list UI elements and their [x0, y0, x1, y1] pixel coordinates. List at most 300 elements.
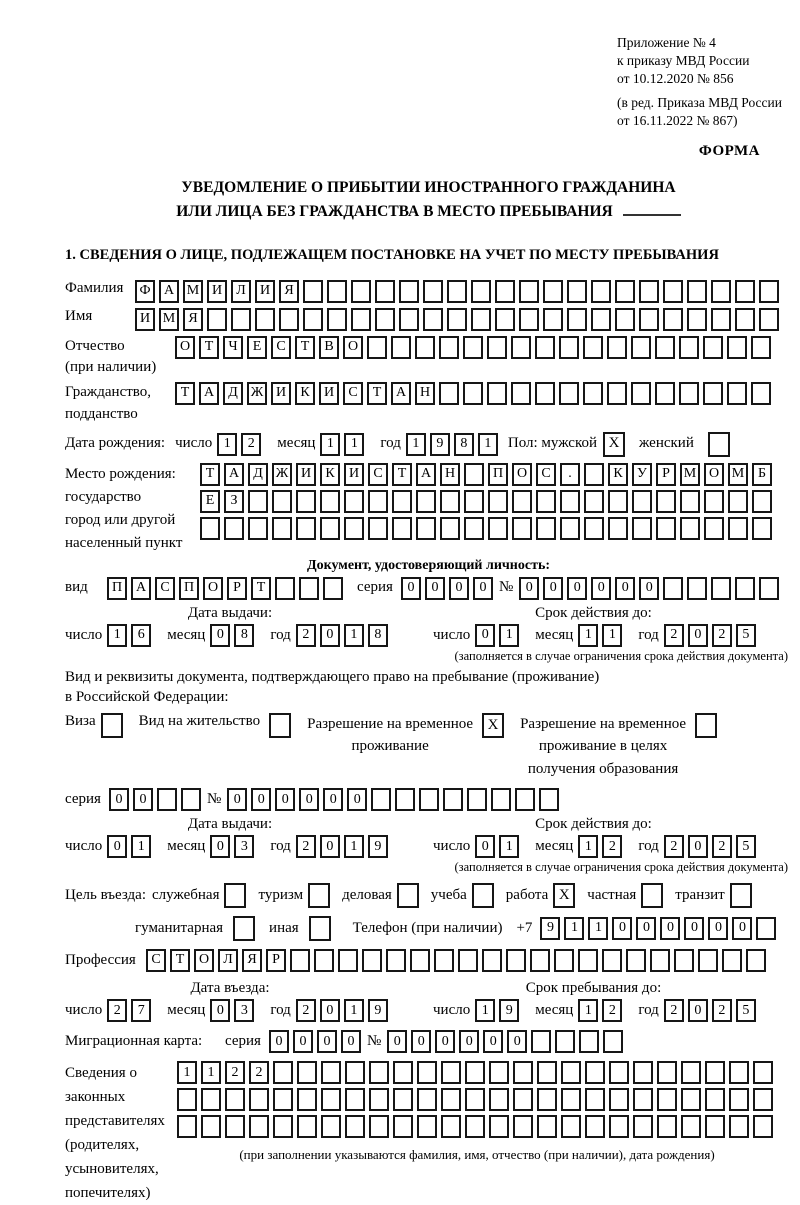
char-box[interactable]: [681, 1088, 701, 1111]
char-box[interactable]: М: [728, 463, 748, 486]
char-box[interactable]: [729, 1088, 749, 1111]
char-box[interactable]: 8: [454, 433, 474, 456]
char-box[interactable]: [585, 1115, 605, 1138]
char-box[interactable]: [441, 1115, 461, 1138]
char-box[interactable]: [608, 517, 628, 540]
char-box[interactable]: Т: [170, 949, 190, 972]
char-box[interactable]: Я: [279, 280, 299, 303]
char-box[interactable]: 0: [507, 1030, 527, 1053]
char-box[interactable]: [489, 1061, 509, 1084]
char-box[interactable]: [583, 382, 603, 405]
char-box[interactable]: [344, 517, 364, 540]
char-box[interactable]: 0: [347, 788, 367, 811]
char-box[interactable]: 1: [320, 433, 340, 456]
char-box[interactable]: [441, 1061, 461, 1084]
char-box[interactable]: [609, 1115, 629, 1138]
char-box[interactable]: [410, 949, 430, 972]
char-box[interactable]: 1: [499, 624, 519, 647]
char-box[interactable]: [585, 1061, 605, 1084]
char-box[interactable]: 0: [519, 577, 539, 600]
char-box[interactable]: [687, 308, 707, 331]
char-box[interactable]: [536, 517, 556, 540]
char-box[interactable]: [656, 490, 676, 513]
char-box[interactable]: Ж: [247, 382, 267, 405]
char-box[interactable]: [297, 1061, 317, 1084]
char-box[interactable]: А: [159, 280, 179, 303]
char-box[interactable]: 0: [639, 577, 659, 600]
char-box[interactable]: 9: [368, 835, 388, 858]
char-box[interactable]: 0: [459, 1030, 479, 1053]
char-box[interactable]: Д: [223, 382, 243, 405]
char-box[interactable]: [321, 1088, 341, 1111]
char-box[interactable]: [752, 490, 772, 513]
char-box[interactable]: 0: [299, 788, 319, 811]
char-box[interactable]: 0: [732, 917, 752, 940]
residence-permit-checkbox[interactable]: [269, 713, 291, 738]
char-box[interactable]: [753, 1088, 773, 1111]
char-box[interactable]: 0: [227, 788, 247, 811]
char-box[interactable]: [615, 308, 635, 331]
char-box[interactable]: [753, 1061, 773, 1084]
char-box[interactable]: 0: [475, 835, 495, 858]
char-box[interactable]: [561, 1061, 581, 1084]
char-box[interactable]: [440, 517, 460, 540]
char-box[interactable]: [439, 336, 459, 359]
char-box[interactable]: [447, 308, 467, 331]
char-box[interactable]: [735, 577, 755, 600]
char-box[interactable]: [687, 280, 707, 303]
char-box[interactable]: [705, 1088, 725, 1111]
char-box[interactable]: [321, 1115, 341, 1138]
char-box[interactable]: [423, 308, 443, 331]
char-box[interactable]: [488, 490, 508, 513]
char-box[interactable]: [296, 517, 316, 540]
char-box[interactable]: И: [271, 382, 291, 405]
char-box[interactable]: [633, 1061, 653, 1084]
char-box[interactable]: [463, 382, 483, 405]
char-box[interactable]: [631, 336, 651, 359]
char-box[interactable]: [393, 1088, 413, 1111]
char-box[interactable]: 1: [578, 624, 598, 647]
char-box[interactable]: [181, 788, 201, 811]
char-box[interactable]: .: [560, 463, 580, 486]
char-box[interactable]: [272, 517, 292, 540]
char-box[interactable]: 6: [131, 624, 151, 647]
char-box[interactable]: [561, 1115, 581, 1138]
char-box[interactable]: [609, 1061, 629, 1084]
char-box[interactable]: 0: [688, 999, 708, 1022]
char-box[interactable]: [543, 308, 563, 331]
char-box[interactable]: [626, 949, 646, 972]
char-box[interactable]: 3: [234, 999, 254, 1022]
char-box[interactable]: [711, 308, 731, 331]
char-box[interactable]: [705, 1061, 725, 1084]
char-box[interactable]: [679, 382, 699, 405]
char-box[interactable]: 5: [736, 999, 756, 1022]
char-box[interactable]: А: [224, 463, 244, 486]
char-box[interactable]: 0: [323, 788, 343, 811]
char-box[interactable]: [756, 917, 776, 940]
char-box[interactable]: [249, 1088, 269, 1111]
char-box[interactable]: [506, 949, 526, 972]
char-box[interactable]: 0: [387, 1030, 407, 1053]
char-box[interactable]: 0: [275, 788, 295, 811]
char-box[interactable]: [531, 1030, 551, 1053]
char-box[interactable]: С: [536, 463, 556, 486]
char-box[interactable]: [567, 280, 587, 303]
char-box[interactable]: [303, 280, 323, 303]
char-box[interactable]: [513, 1115, 533, 1138]
char-box[interactable]: [560, 517, 580, 540]
char-box[interactable]: 0: [473, 577, 493, 600]
char-box[interactable]: И: [319, 382, 339, 405]
char-box[interactable]: [248, 490, 268, 513]
char-box[interactable]: [698, 949, 718, 972]
char-box[interactable]: К: [320, 463, 340, 486]
char-box[interactable]: 2: [249, 1061, 269, 1084]
char-box[interactable]: [559, 336, 579, 359]
char-box[interactable]: [489, 1115, 509, 1138]
char-box[interactable]: [440, 490, 460, 513]
char-box[interactable]: 1: [217, 433, 237, 456]
char-box[interactable]: [416, 490, 436, 513]
char-box[interactable]: П: [488, 463, 508, 486]
char-box[interactable]: [368, 517, 388, 540]
char-box[interactable]: [303, 308, 323, 331]
char-box[interactable]: 2: [664, 835, 684, 858]
char-box[interactable]: 1: [131, 835, 151, 858]
char-box[interactable]: [327, 280, 347, 303]
char-box[interactable]: [515, 788, 535, 811]
char-box[interactable]: [392, 490, 412, 513]
char-box[interactable]: [321, 1061, 341, 1084]
char-box[interactable]: [248, 517, 268, 540]
char-box[interactable]: [584, 463, 604, 486]
char-box[interactable]: 1: [602, 624, 622, 647]
char-box[interactable]: О: [175, 336, 195, 359]
char-box[interactable]: 0: [708, 917, 728, 940]
char-box[interactable]: [537, 1115, 557, 1138]
char-box[interactable]: Ж: [272, 463, 292, 486]
char-box[interactable]: [417, 1061, 437, 1084]
char-box[interactable]: [399, 280, 419, 303]
char-box[interactable]: [323, 577, 343, 600]
char-box[interactable]: [225, 1088, 245, 1111]
char-box[interactable]: 7: [131, 999, 151, 1022]
char-box[interactable]: [655, 382, 675, 405]
char-box[interactable]: [393, 1061, 413, 1084]
char-box[interactable]: [225, 1115, 245, 1138]
char-box[interactable]: [536, 490, 556, 513]
char-box[interactable]: [608, 490, 628, 513]
char-box[interactable]: [299, 577, 319, 600]
char-box[interactable]: [320, 490, 340, 513]
char-box[interactable]: М: [183, 280, 203, 303]
char-box[interactable]: С: [343, 382, 363, 405]
char-box[interactable]: 9: [430, 433, 450, 456]
char-box[interactable]: К: [295, 382, 315, 405]
char-box[interactable]: Т: [199, 336, 219, 359]
char-box[interactable]: [249, 1115, 269, 1138]
char-box[interactable]: [728, 490, 748, 513]
char-box[interactable]: [703, 336, 723, 359]
char-box[interactable]: [615, 280, 635, 303]
char-box[interactable]: 0: [341, 1030, 361, 1053]
char-box[interactable]: [519, 308, 539, 331]
char-box[interactable]: [609, 1088, 629, 1111]
char-box[interactable]: [602, 949, 622, 972]
char-box[interactable]: 2: [602, 999, 622, 1022]
char-box[interactable]: [177, 1115, 197, 1138]
char-box[interactable]: 0: [251, 788, 271, 811]
char-box[interactable]: [650, 949, 670, 972]
char-box[interactable]: [681, 1115, 701, 1138]
char-box[interactable]: 0: [269, 1030, 289, 1053]
char-box[interactable]: П: [179, 577, 199, 600]
char-box[interactable]: [417, 1115, 437, 1138]
char-box[interactable]: 1: [578, 835, 598, 858]
char-box[interactable]: [513, 1088, 533, 1111]
char-box[interactable]: [559, 382, 579, 405]
char-box[interactable]: 1: [344, 433, 364, 456]
char-box[interactable]: [201, 1115, 221, 1138]
char-box[interactable]: [567, 308, 587, 331]
char-box[interactable]: А: [199, 382, 219, 405]
char-box[interactable]: 1: [406, 433, 426, 456]
char-box[interactable]: [663, 577, 683, 600]
purpose-other-checkbox[interactable]: [309, 916, 331, 941]
char-box[interactable]: [751, 382, 771, 405]
char-box[interactable]: [392, 517, 412, 540]
char-box[interactable]: [513, 1061, 533, 1084]
char-box[interactable]: К: [608, 463, 628, 486]
char-box[interactable]: [583, 336, 603, 359]
char-box[interactable]: 0: [210, 999, 230, 1022]
char-box[interactable]: 0: [133, 788, 153, 811]
char-box[interactable]: 0: [684, 917, 704, 940]
char-box[interactable]: [537, 1061, 557, 1084]
char-box[interactable]: [535, 336, 555, 359]
char-box[interactable]: Л: [231, 280, 251, 303]
char-box[interactable]: И: [296, 463, 316, 486]
char-box[interactable]: [465, 1088, 485, 1111]
char-box[interactable]: С: [146, 949, 166, 972]
char-box[interactable]: [687, 577, 707, 600]
char-box[interactable]: [539, 788, 559, 811]
char-box[interactable]: [512, 490, 532, 513]
female-checkbox[interactable]: [708, 432, 730, 457]
char-box[interactable]: [417, 1088, 437, 1111]
char-box[interactable]: [631, 382, 651, 405]
temp-residence-education-checkbox[interactable]: [695, 713, 717, 738]
char-box[interactable]: [443, 788, 463, 811]
char-box[interactable]: [296, 490, 316, 513]
char-box[interactable]: [656, 517, 676, 540]
char-box[interactable]: [391, 336, 411, 359]
char-box[interactable]: Н: [440, 463, 460, 486]
char-box[interactable]: 0: [320, 835, 340, 858]
char-box[interactable]: [375, 308, 395, 331]
purpose-transit-checkbox[interactable]: [730, 883, 752, 908]
char-box[interactable]: 1: [177, 1061, 197, 1084]
char-box[interactable]: [338, 949, 358, 972]
char-box[interactable]: 0: [660, 917, 680, 940]
char-box[interactable]: [663, 280, 683, 303]
char-box[interactable]: Е: [247, 336, 267, 359]
char-box[interactable]: [495, 308, 515, 331]
char-box[interactable]: [482, 949, 502, 972]
char-box[interactable]: О: [194, 949, 214, 972]
char-box[interactable]: [591, 308, 611, 331]
char-box[interactable]: Д: [248, 463, 268, 486]
char-box[interactable]: [344, 490, 364, 513]
char-box[interactable]: [537, 1088, 557, 1111]
char-box[interactable]: [224, 517, 244, 540]
char-box[interactable]: 8: [234, 624, 254, 647]
char-box[interactable]: С: [271, 336, 291, 359]
char-box[interactable]: [543, 280, 563, 303]
char-box[interactable]: [511, 336, 531, 359]
char-box[interactable]: 9: [368, 999, 388, 1022]
char-box[interactable]: 0: [543, 577, 563, 600]
char-box[interactable]: 0: [567, 577, 587, 600]
char-box[interactable]: О: [203, 577, 223, 600]
char-box[interactable]: А: [131, 577, 151, 600]
char-box[interactable]: 2: [225, 1061, 245, 1084]
char-box[interactable]: М: [680, 463, 700, 486]
char-box[interactable]: 0: [435, 1030, 455, 1053]
purpose-tourism-checkbox[interactable]: [308, 883, 330, 908]
char-box[interactable]: [419, 788, 439, 811]
char-box[interactable]: [464, 463, 484, 486]
char-box[interactable]: [752, 517, 772, 540]
char-box[interactable]: Я: [242, 949, 262, 972]
char-box[interactable]: 0: [425, 577, 445, 600]
char-box[interactable]: 0: [636, 917, 656, 940]
char-box[interactable]: [439, 382, 459, 405]
visa-checkbox[interactable]: [101, 713, 123, 738]
char-box[interactable]: [441, 1088, 461, 1111]
char-box[interactable]: И: [344, 463, 364, 486]
char-box[interactable]: 0: [210, 624, 230, 647]
char-box[interactable]: А: [391, 382, 411, 405]
char-box[interactable]: [711, 577, 731, 600]
char-box[interactable]: 5: [736, 624, 756, 647]
char-box[interactable]: 2: [602, 835, 622, 858]
char-box[interactable]: [465, 1115, 485, 1138]
char-box[interactable]: [704, 517, 724, 540]
char-box[interactable]: 2: [712, 624, 732, 647]
char-box[interactable]: [603, 1030, 623, 1053]
char-box[interactable]: [585, 1088, 605, 1111]
char-box[interactable]: 0: [210, 835, 230, 858]
char-box[interactable]: [345, 1061, 365, 1084]
char-box[interactable]: О: [704, 463, 724, 486]
char-box[interactable]: 5: [736, 835, 756, 858]
char-box[interactable]: [722, 949, 742, 972]
char-box[interactable]: [463, 336, 483, 359]
char-box[interactable]: [495, 280, 515, 303]
char-box[interactable]: [297, 1115, 317, 1138]
char-box[interactable]: 0: [615, 577, 635, 600]
purpose-private-checkbox[interactable]: [641, 883, 663, 908]
char-box[interactable]: [753, 1115, 773, 1138]
char-box[interactable]: 0: [688, 835, 708, 858]
char-box[interactable]: [674, 949, 694, 972]
char-box[interactable]: [728, 517, 748, 540]
purpose-study-checkbox[interactable]: [472, 883, 494, 908]
char-box[interactable]: [201, 1088, 221, 1111]
char-box[interactable]: [703, 382, 723, 405]
char-box[interactable]: В: [319, 336, 339, 359]
char-box[interactable]: С: [368, 463, 388, 486]
char-box[interactable]: Т: [367, 382, 387, 405]
char-box[interactable]: 1: [107, 624, 127, 647]
char-box[interactable]: Т: [251, 577, 271, 600]
char-box[interactable]: 1: [344, 624, 364, 647]
char-box[interactable]: Т: [175, 382, 195, 405]
char-box[interactable]: [607, 382, 627, 405]
char-box[interactable]: И: [255, 280, 275, 303]
char-box[interactable]: [386, 949, 406, 972]
char-box[interactable]: [207, 308, 227, 331]
char-box[interactable]: [467, 788, 487, 811]
char-box[interactable]: [369, 1115, 389, 1138]
char-box[interactable]: 2: [296, 835, 316, 858]
char-box[interactable]: 2: [296, 999, 316, 1022]
char-box[interactable]: [345, 1115, 365, 1138]
char-box[interactable]: [471, 280, 491, 303]
char-box[interactable]: [273, 1061, 293, 1084]
char-box[interactable]: Т: [200, 463, 220, 486]
char-box[interactable]: [447, 280, 467, 303]
char-box[interactable]: А: [416, 463, 436, 486]
char-box[interactable]: [351, 308, 371, 331]
purpose-business-checkbox[interactable]: [397, 883, 419, 908]
char-box[interactable]: 0: [591, 577, 611, 600]
char-box[interactable]: 0: [475, 624, 495, 647]
char-box[interactable]: 1: [499, 835, 519, 858]
char-box[interactable]: [759, 577, 779, 600]
char-box[interactable]: [434, 949, 454, 972]
char-box[interactable]: [579, 1030, 599, 1053]
char-box[interactable]: 3: [234, 835, 254, 858]
char-box[interactable]: И: [135, 308, 155, 331]
char-box[interactable]: [679, 336, 699, 359]
char-box[interactable]: [655, 336, 675, 359]
char-box[interactable]: 0: [612, 917, 632, 940]
char-box[interactable]: 2: [712, 835, 732, 858]
char-box[interactable]: Р: [656, 463, 676, 486]
char-box[interactable]: [735, 280, 755, 303]
char-box[interactable]: [157, 788, 177, 811]
char-box[interactable]: З: [224, 490, 244, 513]
char-box[interactable]: 9: [540, 917, 560, 940]
char-box[interactable]: [657, 1088, 677, 1111]
char-box[interactable]: [751, 336, 771, 359]
char-box[interactable]: [555, 1030, 575, 1053]
char-box[interactable]: [519, 280, 539, 303]
char-box[interactable]: [279, 308, 299, 331]
char-box[interactable]: [632, 517, 652, 540]
char-box[interactable]: [511, 382, 531, 405]
char-box[interactable]: [273, 1115, 293, 1138]
char-box[interactable]: [362, 949, 382, 972]
char-box[interactable]: [535, 382, 555, 405]
char-box[interactable]: [351, 280, 371, 303]
char-box[interactable]: [639, 280, 659, 303]
char-box[interactable]: [681, 1061, 701, 1084]
